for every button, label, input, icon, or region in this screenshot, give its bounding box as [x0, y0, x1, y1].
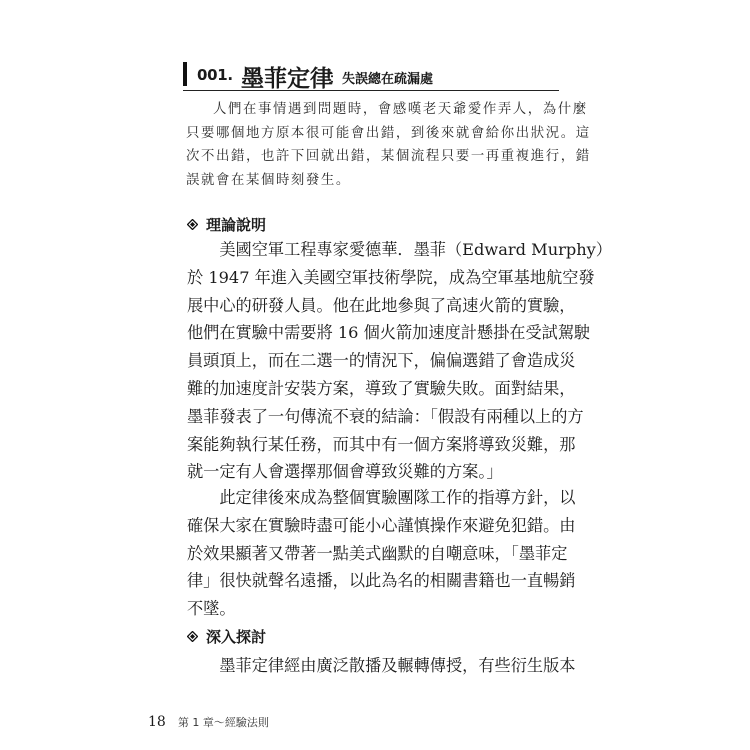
body-line: 確保大家在實驗時盡可能小心謹慎操作來避免犯錯。由 — [187, 515, 576, 535]
page-number: 18 — [148, 714, 166, 730]
section-heading-label: 深入探討 — [206, 628, 267, 646]
page-footer — [148, 714, 269, 730]
body-line: 美國空軍工程專家愛德華．墨菲（Edward Murphy） — [187, 240, 612, 259]
body-line: 於 1947 年進入美國空軍技術學院，成為空軍基地航空發 — [187, 267, 595, 287]
section-heading-label: 理論說明 — [206, 216, 267, 234]
body-line: 他們在實驗中需要將 16 個火箭加速度計懸掛在受試駕駛 — [187, 323, 591, 343]
entry-number: 001. — [197, 66, 233, 84]
body-line: 此定律後來成為整個實驗團隊工作的指導方針，以 — [187, 488, 576, 507]
diamond-icon — [187, 219, 198, 230]
body-line: 律」很快就聲名遠播，以此為名的相關書籍也一直暢銷 — [187, 571, 576, 591]
section-header — [183, 60, 559, 92]
body-line: 於效果顯著又帶著一點美式幽默的自嘲意味，「墨菲定 — [187, 543, 568, 563]
body-line: 墨菲定律經由廣泛散播及輾轉傳授，有些衍生版本 — [187, 656, 576, 675]
intro-line: 人們在事情遇到問題時，會感嘆老天爺愛作弄人，為什麼 — [213, 102, 588, 117]
theory-paragraph-1 — [187, 236, 612, 486]
header-rule — [183, 90, 559, 91]
body-line: 案能夠執行某任務，而其中有一個方案將導致災難，那 — [187, 434, 576, 454]
theory-paragraph-2 — [187, 484, 576, 623]
body-line: 就一定有人會選擇那個會導致災難的方案。」 — [187, 462, 503, 482]
entry-title: 墨菲定律 — [241, 66, 333, 92]
section-heading-theory — [187, 214, 266, 235]
entry-subtitle: ：失誤總在疏漏處 — [329, 72, 434, 87]
body-line: 難的加速度計安裝方案，導致了實驗失敗。面對結果， — [187, 378, 576, 398]
body-line: 員頭頂上，而在二選一的情況下，偏偏選錯了會造成災 — [187, 351, 576, 371]
body-line: 不墜。 — [187, 599, 236, 619]
intro-paragraph — [186, 98, 591, 192]
intro-line: 誤就會在某個時刻發生。 — [186, 172, 351, 188]
diamond-icon — [187, 631, 198, 642]
header-accent-bar — [183, 62, 187, 86]
discussion-paragraph-1 — [187, 652, 576, 680]
chapter-label: 第 1 章～經驗法則 — [177, 716, 269, 729]
intro-line: 只要哪個地方原本很可能會出錯，到後來就會給你出狀況。這 — [186, 125, 591, 141]
section-heading-discussion — [187, 626, 266, 647]
body-line: 墨菲發表了一句傳流不衰的結論：「假設有兩種以上的方 — [187, 406, 584, 426]
intro-line: 次不出錯，也許下回就出錯，某個流程只要一再重複進行，錯 — [186, 149, 591, 164]
body-line: 展中心的研發人員。他在此地參與了高速火箭的實驗， — [187, 295, 576, 315]
